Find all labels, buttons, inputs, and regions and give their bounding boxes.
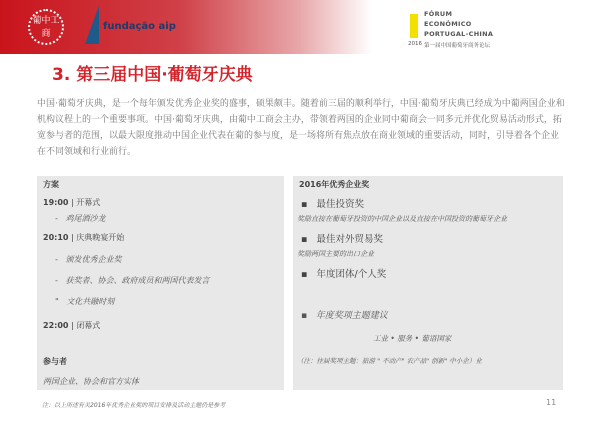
award-item: 最佳对外贸易奖 (316, 234, 384, 245)
award-item: 最佳投资奖 (316, 199, 365, 210)
forum-year: 2016 (408, 41, 422, 47)
forum-line: FÓRUM (424, 10, 453, 18)
award-desc: 奖励两国主要的出口企业 (297, 250, 374, 258)
footnote: 注：以上所述有关2016年优秀企业奖的项目安排及活动主题仍是参考 (42, 402, 226, 409)
participants-text: 两国企业、协会和官方实体 (43, 377, 139, 386)
aip-logo-text: fundação aip (103, 21, 176, 32)
forum-cn: 第一届中国葡萄牙商务论坛 (424, 43, 491, 49)
forum-line: PORTUGAL-CHINA (424, 30, 494, 38)
award-themes: 工业 • 服务 • 葡语国家 (373, 334, 452, 343)
forum-line: ECONÓMICO (424, 20, 472, 28)
awards-heading: 2016年优秀企业奖 (299, 180, 370, 189)
time-label: | 闭幕式 (71, 321, 101, 330)
award-item: 年度奖项主题建议 (315, 311, 388, 321)
intro-paragraph: 中国·葡萄牙庆典，是一个每年颁发优秀企业奖的盛事，硕果颇丰。随着前三届的顺利举行，中国·葡萄牙庆典已经成为中葡两国企业和机构议程上的一个重要事项。中国·葡萄牙庆典，由葡中工商会主办，带领着两国的企业同中葡商会一同多元并优化贸易活动形式，拓宽参与者的范围，以最大限度推动中国企业代表在葡的参与度，是一场将所有焦点放在商业领域的重要活动，同时，引导着各个企业在不同领域和行业前行。 (37, 99, 565, 157)
page-title: 3. 第三届中国·葡萄牙庆典 (52, 65, 253, 85)
theme-note: （注：往届奖项主题：旅游 " 不动产" 农产品" 创新" 中小企）业 (297, 357, 482, 365)
participants-heading: 参与者 (43, 357, 67, 366)
aip-logo (85, 6, 215, 46)
time: 22:00 (43, 321, 69, 330)
award-desc: 奖励直接在葡萄牙投资的中国企业以及直接在中国投资的葡萄牙企业 (297, 215, 507, 223)
awards-box: 2016年优秀企业奖 ▪ 最佳投资奖 奖励直接在葡萄牙投资的中国企业以及直接在中国投资的葡萄牙企业 ▪ 最佳对外贸易奖 奖励两国主要的出口企业 ▪ 年度团体/个人奖 ▪ 年度奖项主题建议 工业 • 服务 • 葡语国家 （注：往届奖项主题：旅游 " 不动产" 农产品" 创新" 中小企）业 (293, 176, 563, 390)
sub-item: 获奖者、协会、政府成员和两国代表发言 (65, 276, 210, 285)
page-number: 11 (546, 398, 557, 407)
sub-item: 鸡尾酒沙龙 (65, 214, 106, 223)
sub-item: 颁发优秀企业奖 (65, 255, 122, 264)
sub-item: 文化共融时刻 (66, 297, 115, 306)
program-box: 方案 19:00 | 开幕式 - 鸡尾酒沙龙 20:10 | 庆典晚宴开始 - 颁发优秀企业奖 - 获奖者、协会、政府成员和两国代表发言 " 文化共融时刻 22:00 | 闭幕式 参与者 两国企业、协会和官方实体 (37, 176, 284, 390)
ccilc-seal-logo: 葡中工商 (28, 9, 64, 45)
forum-logo (410, 10, 590, 50)
time-label: | 开幕式 (71, 198, 101, 207)
award-item: 年度团体/个人奖 (316, 269, 387, 280)
time-label: | 庆典晚宴开始 (71, 233, 125, 242)
time: 19:00 (43, 198, 69, 207)
time: 20:10 (43, 233, 69, 242)
program-heading: 方案 (43, 180, 59, 189)
